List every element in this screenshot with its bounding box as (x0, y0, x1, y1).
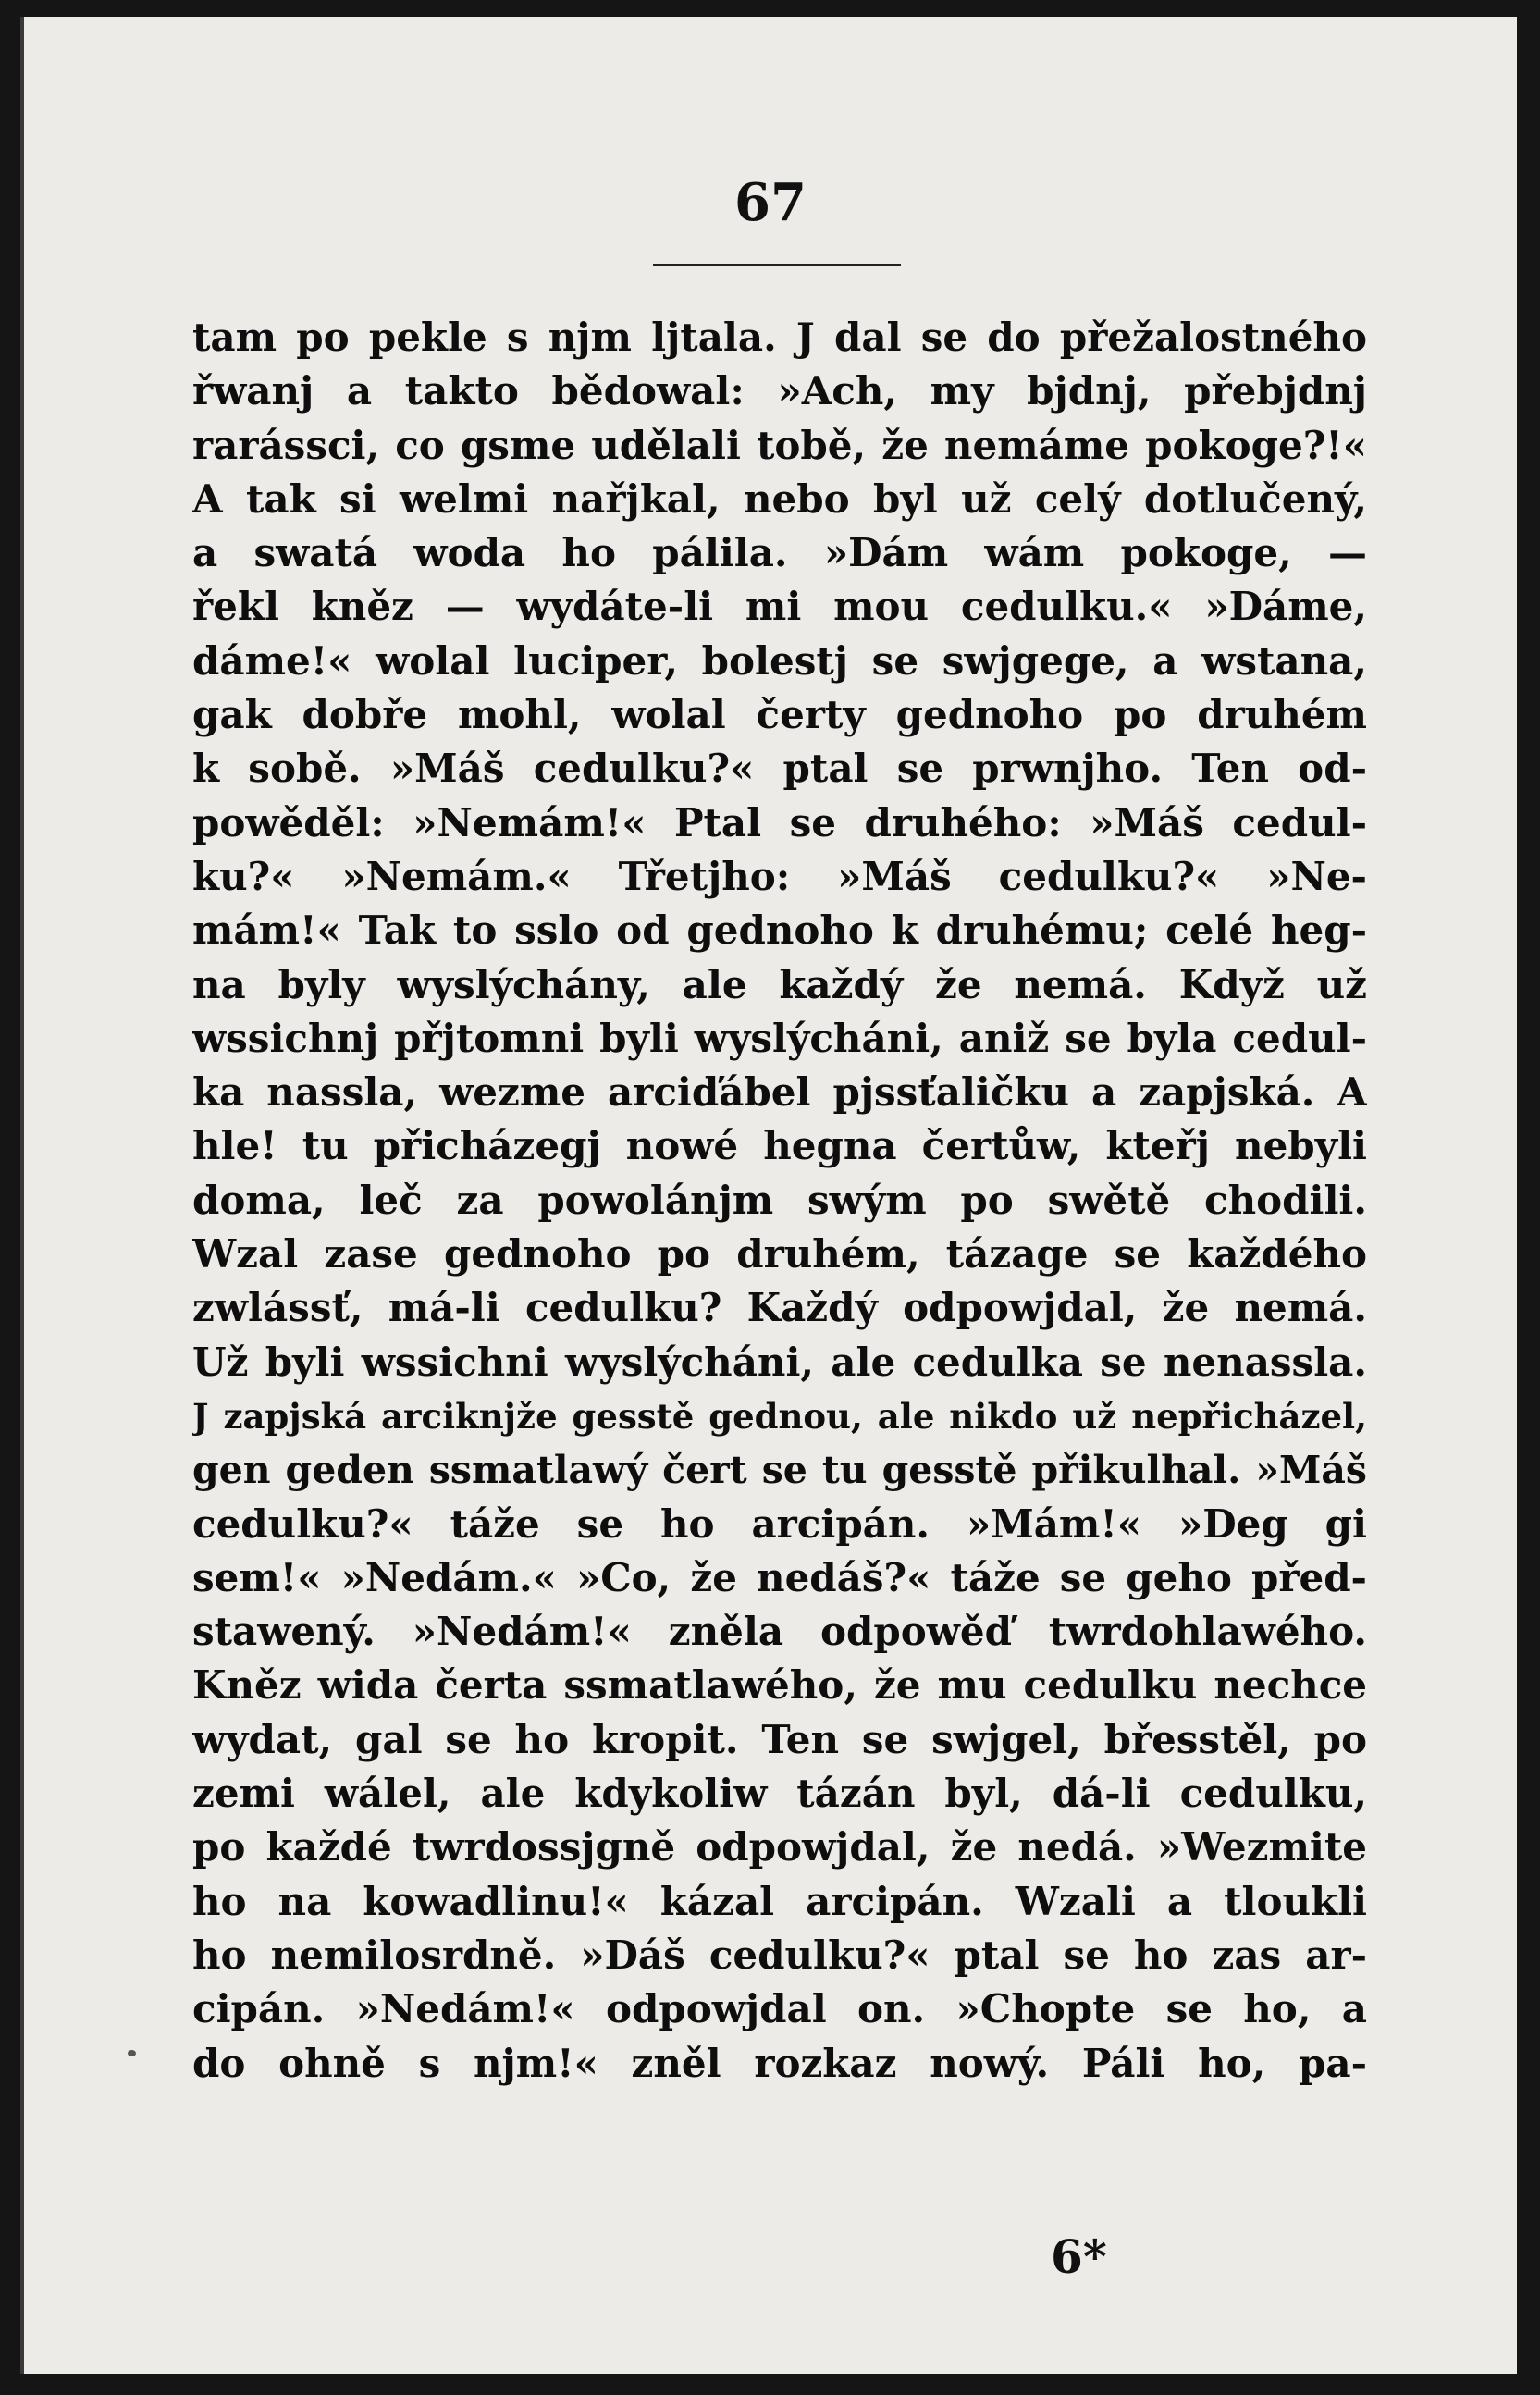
text-line: mám!« Tak to sslo od gednoho k druhému; celé heg- (192, 907, 1367, 954)
text-line: ho na kowadlinu!« kázal arcipán. Wzali a tloukli (192, 1878, 1367, 1924)
text-line: hle! tu přicházegj nowé hegna čertůw, kteřj nebyli (192, 1123, 1367, 1169)
text-line: wydat, gal se ho kropit. Ten se swjgel, břesstěl, po (192, 1716, 1367, 1762)
text-line: řwanj a takto bědowal: »Ach, my bjdnj, přebjdnj (192, 368, 1367, 414)
text-line: na byly wyslýchány, ale každý že nemá. Když už (192, 961, 1367, 1007)
body-text (192, 311, 1367, 2091)
text-line: řekl kněz — wydáte-li mi mou cedulku.« »Dáme, (192, 584, 1367, 630)
text-line: ku?« »Nemám.« Třetjho: »Máš cedulku?« »Ne- (192, 853, 1367, 899)
text-line: powěděl: »Nemám!« Ptal se druhého: »Máš cedul- (192, 799, 1367, 846)
text-line: cedulku?« táže se ho arcipán. »Mám!« »Deg gi (192, 1500, 1367, 1547)
text-line: J zapjská arciknjže gesstě gednou, ale nikdo už nepřicházel, (192, 1395, 1367, 1437)
paper-speck (128, 2050, 136, 2056)
text-line: Už byli wssichni wyslýcháni, ale cedulka se nenassla. (192, 1339, 1367, 1385)
text-line: a swatá woda ho pálila. »Dám wám pokoge, — (192, 530, 1367, 576)
text-line: sem!« »Nedám.« »Co, že nedáš?« táže se geho před- (192, 1554, 1367, 1600)
book-page (20, 17, 1517, 2374)
text-line: Wzal zase gednoho po druhém, tázage se každého (192, 1231, 1367, 1278)
text-line: doma, leč za powolánjm swým po swětě chodili. (192, 1177, 1367, 1223)
text-line: stawený. »Nedám!« zněla odpowěď twrdohlawého. (192, 1609, 1367, 1655)
text-line: gen geden ssmatlawý čert se tu gesstě přikulhal. »Máš (192, 1448, 1367, 1493)
text-line: tam po pekle s njm ljtala. J dal se do přežalostného (192, 315, 1367, 360)
text-line: rarássci, co gsme udělali tobě, že nemáme pokoge?!« (192, 422, 1367, 468)
text-line: A tak si welmi nařjkal, nebo byl už celý dotlučený, (192, 475, 1367, 522)
text-line: dáme!« wolal luciper, bolestj se swjgege, a wstana, (192, 637, 1367, 684)
text-line: k sobě. »Máš cedulku?« ptal se prwnjho. Ten od- (192, 746, 1367, 792)
text-line: do ohně s njm!« zněl rozkaz nowý. Páli ho, pa- (192, 2040, 1367, 2086)
text-line: zemi wálel, ale kdykoliw tázán byl, dá-li cedulku, (192, 1771, 1367, 1817)
text-line: ka nassla, wezme arciďábel pjssťaličku a zapjská. A (192, 1069, 1367, 1116)
page-number: 67 (734, 172, 807, 233)
header-rule (653, 264, 901, 266)
text-line: ho nemilosrdně. »Dáš cedulku?« ptal se ho zas ar- (192, 1932, 1367, 1978)
text-line: zwlássť, má-li cedulku? Každý odpowjdal, že nemá. (192, 1285, 1367, 1331)
text-line: gak dobře mohl, wolal čerty gednoho po druhém (192, 692, 1367, 738)
printer-signature-mark: 6* (1051, 2229, 1107, 2284)
text-line: wssichnj přjtomni byli wyslýcháni, aniž se byla cedul- (192, 1015, 1367, 1061)
text-line: Kněz wida čerta ssmatlawého, že mu cedulku nechce (192, 1662, 1367, 1709)
text-line: cipán. »Nedám!« odpowjdal on. »Chopte se ho, a (192, 1986, 1367, 2032)
text-line: po každé twrdossjgně odpowjdal, že nedá. »Wezmite (192, 1824, 1367, 1870)
